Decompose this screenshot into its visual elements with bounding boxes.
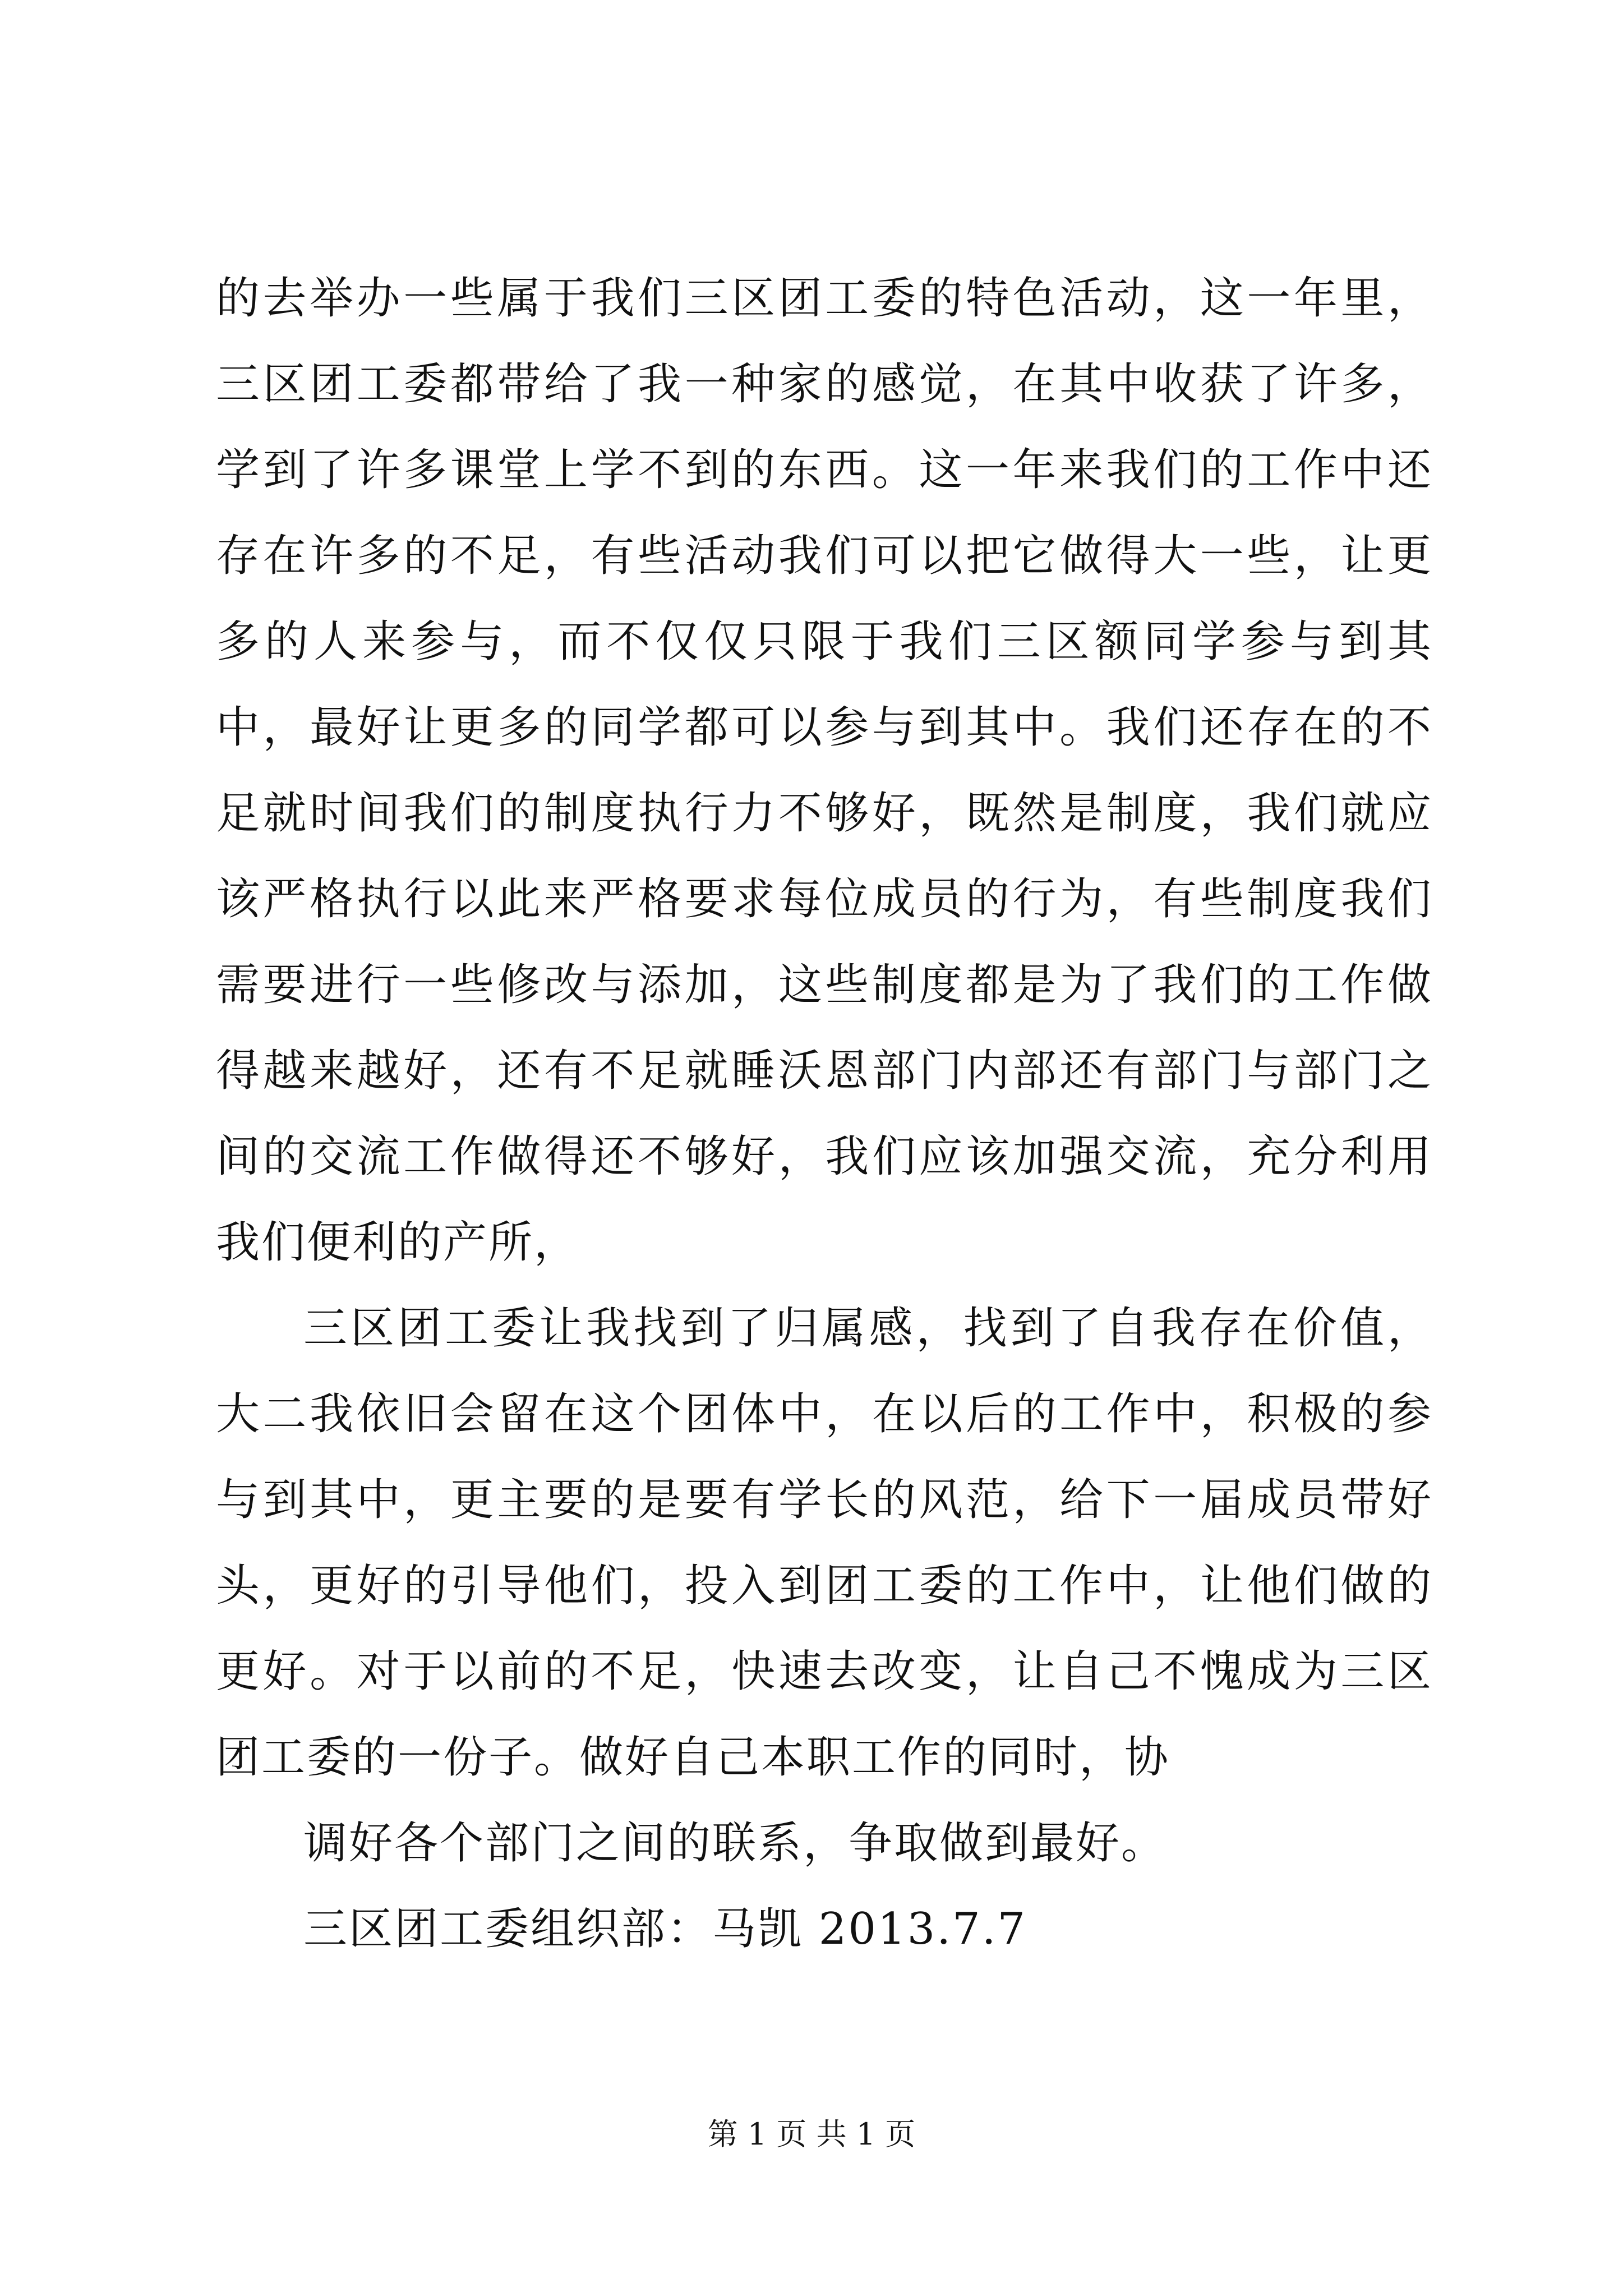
paragraph-coordination: 调好各个部门之间的联系，争取做到最好。 bbox=[303, 1818, 1167, 1869]
paragraph-belonging: 三区团工委让我找到了归属感，找到了自我存在价值，大二我依旧会留在这个团体中，在以后的工作中，积极的参与到其中，更主要的是要有学长的风范，给下一届成员带好头，更好的引导他们，投入到团工委的工作中，让他们做的更好。对于以前的不足，快速去改变，让自己不愧成为三区团工委的一份子。做好自己本职工作的同时，协 bbox=[216, 1303, 1433, 1783]
signature-line: 三区团工委组织部：马凯 2013.7.7 bbox=[303, 1904, 1027, 1954]
paragraph-summary: 的去举办一些属于我们三区团工委的特色活动，这一年里，三区团工委都带给了我一种家的感觉，在其中收获了许多，学到了许多课堂上学不到的东西。这一年来我们的工作中还存在许多的不足，有些活动我们可以把它做得大一些，让更多的人来参与，而不仅仅只限于我们三区额同学参与到其中，最好让更多的同学都可以参与到其中。我们还存在的不足就时间我们的制度执行力不够好，既然是制度，我们就应该严格执行以此来严格要求每位成员的行为，有些制度我们需要进行一些修改与添加，这些制度都是为了我们的工作做得越来越好，还有不足就睡沃恩部门内部还有部门与部门之间的交流工作做得还不够好，我们应该加强交流，充分利用我们便利的产所， bbox=[216, 273, 1433, 1268]
page-number-footer: 第 1 页 共 1 页 bbox=[707, 2116, 916, 2152]
document-body bbox=[216, 256, 1433, 1972]
